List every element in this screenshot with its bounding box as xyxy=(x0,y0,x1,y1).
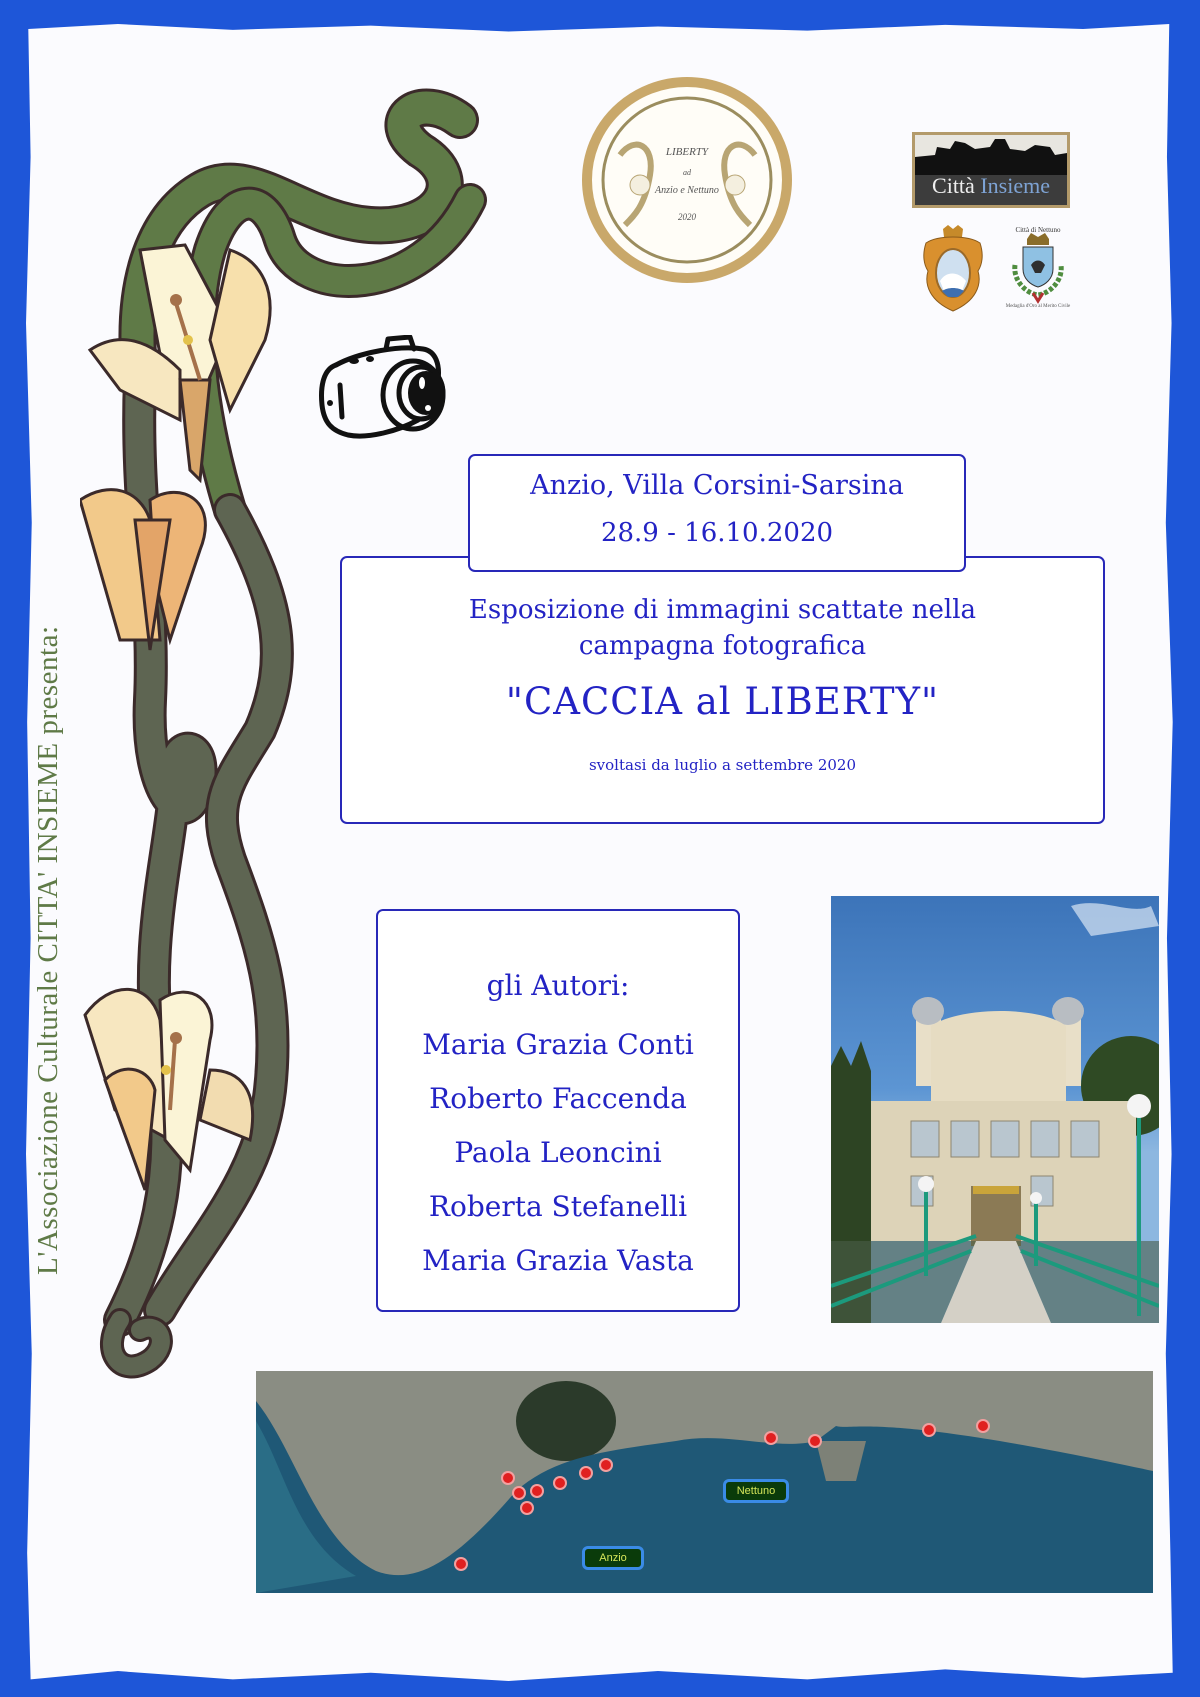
map-marker-icon xyxy=(555,1478,565,1488)
svg-text:LIBERTY: LIBERTY xyxy=(665,146,709,158)
exhibition-description-box xyxy=(340,556,1105,824)
nettuno-crest-caption: Medaglia d'Oro al Merito Civile xyxy=(1005,304,1071,309)
description-line-2: campagna fotografica xyxy=(578,631,867,661)
authors-heading: gli Autori: xyxy=(486,969,630,1002)
author-name: Paola Leoncini xyxy=(454,1136,662,1169)
villa-corsini-photo xyxy=(831,896,1159,1323)
camera-icon xyxy=(318,335,468,450)
author-name: Roberta Stefanelli xyxy=(428,1190,688,1223)
svg-text:Anzio e Nettuno: Anzio e Nettuno xyxy=(655,185,719,196)
map-marker-icon xyxy=(924,1425,934,1435)
map-marker-icon xyxy=(532,1486,542,1496)
author-name: Maria Grazia Vasta xyxy=(422,1244,694,1277)
authors-box xyxy=(376,909,740,1312)
author-name: Maria Grazia Conti xyxy=(422,1028,694,1061)
authors-list xyxy=(378,1027,738,1297)
svg-text:ad: ad xyxy=(683,168,691,177)
description-line-1: Esposizione di immagini scattate nella xyxy=(468,595,977,625)
svg-text:2020: 2020 xyxy=(678,212,696,222)
exhibition-title: "CACCIA al LIBERTY" xyxy=(505,680,940,723)
exhibition-dates: 28.9 - 16.10.2020 xyxy=(600,518,834,548)
map-marker-icon xyxy=(581,1468,591,1478)
nettuno-crest-title: Città di Nettuno xyxy=(1015,226,1061,234)
presenter-prefix: L'Associazione Culturale xyxy=(32,962,64,1275)
description-text xyxy=(342,592,1103,664)
map-marker-icon xyxy=(456,1559,466,1569)
exhibition-subtitle: svoltasi da luglio a settembre 2020 xyxy=(588,756,857,774)
venue-location: Anzio, Villa Corsini-Sarsina xyxy=(530,470,904,501)
venue-date-box xyxy=(468,454,966,572)
liberty-emblem-logo xyxy=(580,75,795,285)
map-marker-icon xyxy=(766,1433,776,1443)
map-marker-icon xyxy=(514,1488,524,1498)
presenter-suffix: presenta: xyxy=(32,625,64,743)
citta-insieme-logo: Città Insieme xyxy=(912,132,1070,208)
map-marker-icon xyxy=(601,1460,611,1470)
presenter-vertical-text xyxy=(32,625,65,1275)
anzio-coat-of-arms-icon xyxy=(918,225,988,315)
map-marker-icon xyxy=(810,1436,820,1446)
author-name: Roberto Faccenda xyxy=(429,1082,687,1115)
nettuno-coat-of-arms-icon xyxy=(1003,225,1073,305)
anzio-nettuno-map xyxy=(256,1371,1153,1593)
presenter-association-name: CITTA' INSIEME xyxy=(32,742,64,963)
map-label-anzio: Anzio xyxy=(582,1546,644,1570)
map-marker-icon xyxy=(522,1503,532,1513)
map-marker-icon xyxy=(978,1421,988,1431)
map-label-nettuno: Nettuno xyxy=(723,1479,789,1503)
map-marker-icon xyxy=(503,1473,513,1483)
